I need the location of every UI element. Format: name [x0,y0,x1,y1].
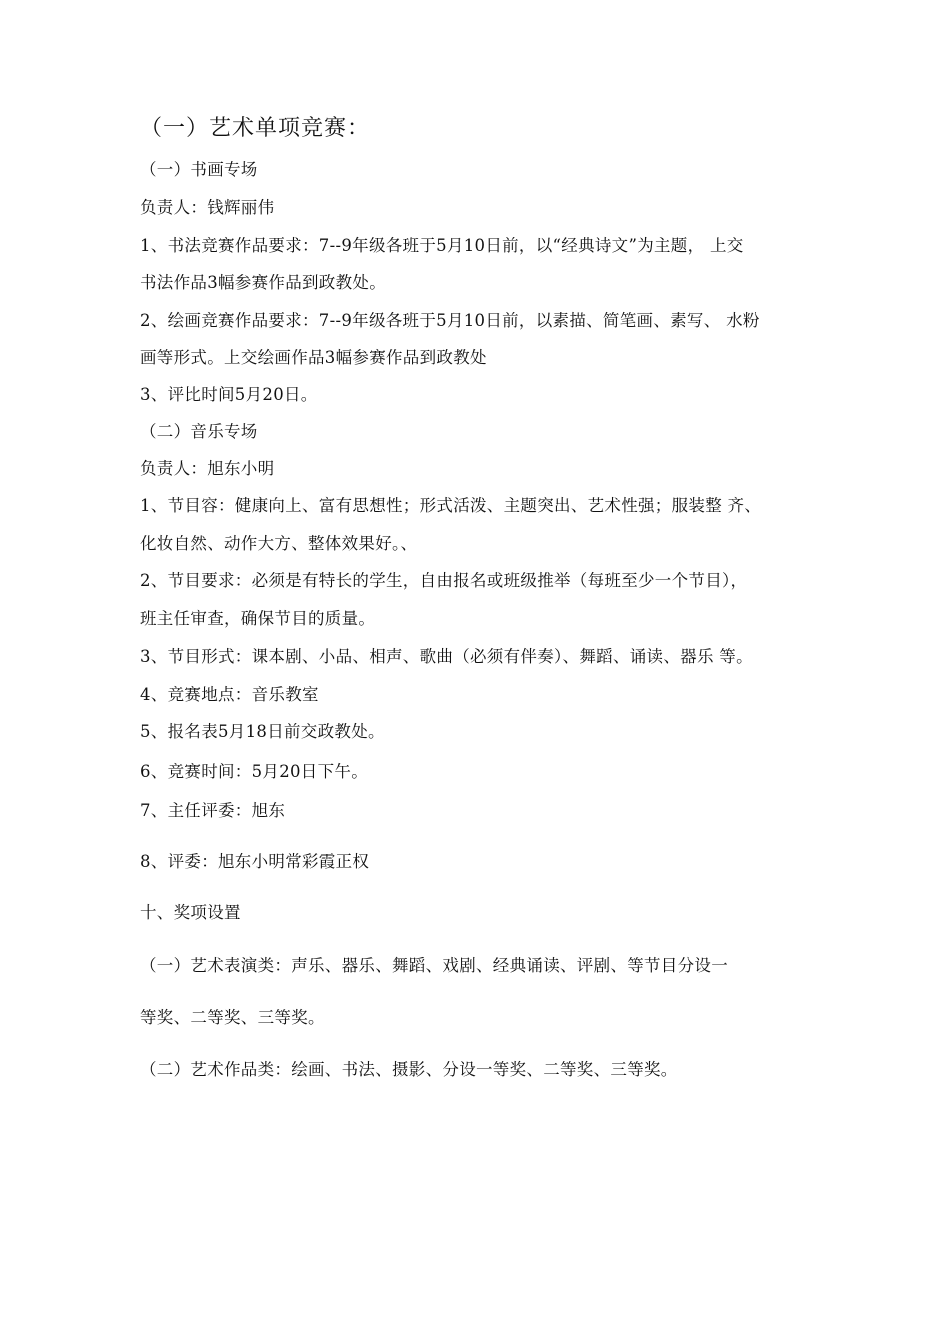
paragraph-line: 5、报名表5月18日前交政教处。 [140,722,385,741]
paragraph-line: 画等形式。上交绘画作品3幅参赛作品到政教处 [140,348,487,367]
paragraph-line: 书法作品3幅参赛作品到政教处。 [140,273,386,292]
paragraph-line: 1、书法竞赛作品要求：7--9年级各班于5月10日前，以“经典诗文”为主题， 上交 [140,236,744,255]
paragraph-line: 3、评比时间5月20日。 [140,385,318,404]
paragraph-line: 等奖、二等奖、三等奖。 [140,1008,325,1027]
paragraph-line: 2、节目要求：必须是有特长的学生，自由报名或班级推举（每班至少一个节目）， [140,571,748,590]
responsible-person: 负责人：钱辉丽伟 [140,198,275,217]
paragraph-line: 3、节目形式：课本剧、小品、相声、歌曲（必须有伴奏）、舞蹈、诵读、器乐 等。 [140,647,753,666]
section-heading-awards: 十、奖项设置 [140,903,241,922]
paragraph-line: 化妆自然、动作大方、整体效果好。、 [140,534,418,553]
paragraph-line: 1、节目容：健康向上、富有思想性；形式活泼、主题突出、艺术性强；服装整 齐、 [140,496,762,515]
subsection-heading: （二）音乐专场 [140,422,258,441]
paragraph-line: （二）艺术作品类：绘画、书法、摄影、分设一等奖、二等奖、三等奖。 [140,1060,678,1079]
responsible-person: 负责人：旭东小明 [140,459,275,478]
paragraph-line: 4、竞赛地点：音乐教室 [140,685,319,704]
section-heading: （一）艺术单项竞赛： [140,116,371,141]
paragraph-line: （一）艺术表演类：声乐、器乐、舞蹈、戏剧、经典诵读、评剧、等节目分设一 [140,956,728,975]
paragraph-line: 班主任审查，确保节目的质量。 [140,609,376,628]
subsection-heading: （一）书画专场 [140,160,258,179]
paragraph-line: 7、主任评委：旭东 [140,801,286,820]
paragraph-line: 2、绘画竞赛作品要求：7--9年级各班于5月10日前，以素描、简笔画、素写、 水粉 [140,311,760,330]
paragraph-line: 6、竞赛时间：5月20日下午。 [140,762,368,781]
paragraph-line: 8、评委：旭东小明常彩霞正权 [140,852,370,871]
